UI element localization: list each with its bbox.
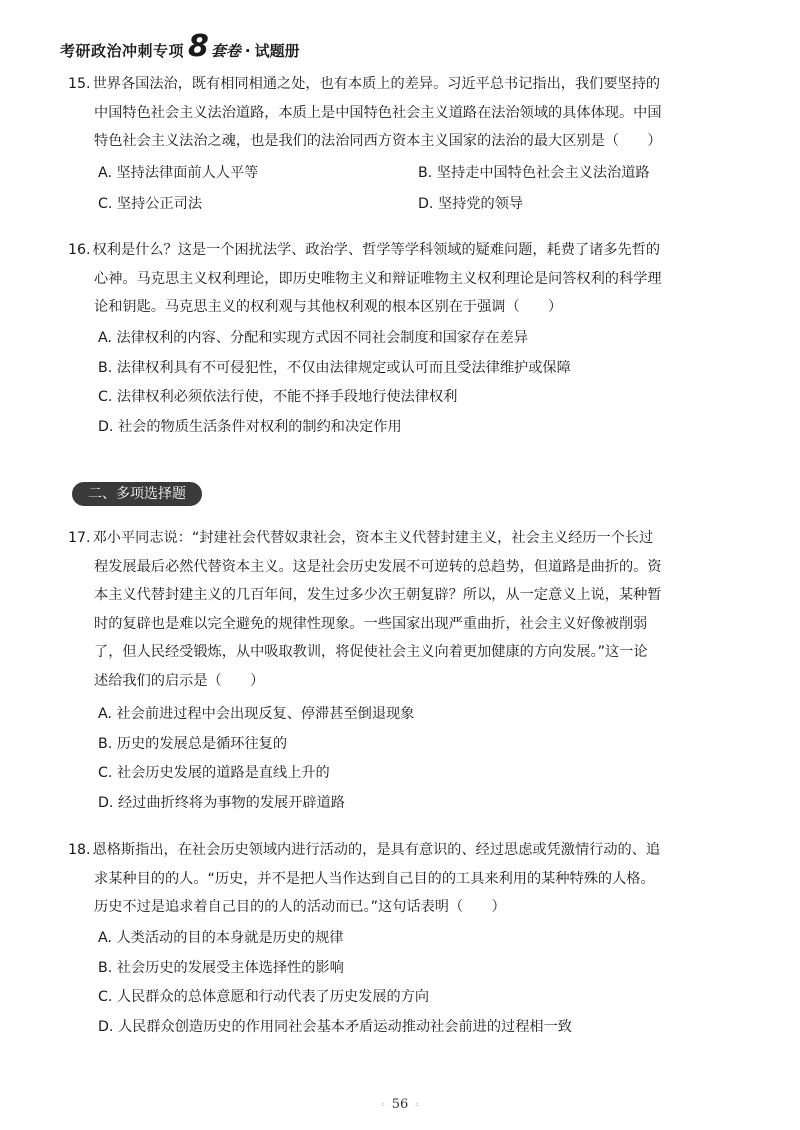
question-line: 求某种目的的人。“历史，并不是把人当作达到自己目的的工具来利用的某种特殊的人格。 [94, 870, 655, 887]
header-set-count: 8 [188, 29, 209, 64]
question-line: 权利是什么？这是一个困扰法学、政治学、哲学等学科领域的疑难问题，耗费了诸多先哲的 [92, 242, 661, 258]
question-15-options [98, 158, 738, 220]
question-16-stem [68, 236, 738, 322]
header-separator: · [244, 42, 251, 60]
header-series-title: 考研政治冲刺专项 [60, 42, 185, 60]
question-18-stem [68, 836, 738, 922]
question-number: 15. [68, 76, 91, 92]
question-line: 中国特色社会主义法治道路，本质上是中国特色社会主义道路在法治领域的具体体现。中国 [94, 104, 662, 121]
question-line: 邓小平同志说：“封建社会代替奴隶社会，资本主义代替封建主义，社会主义经历一个长过 [92, 530, 654, 546]
question-line: 论和钥匙。马克思主义的权利观与其他权利观的根本区别在于强调（ ） [94, 299, 563, 315]
option-c[interactable]: C. 社会历史发展的道路是直线上升的 [98, 765, 330, 781]
question-line: 特色社会主义法治之魂，也是我们的法治同西方资本主义国家的法治的最大区别是（ ） [94, 133, 662, 149]
option-b[interactable]: B. 法律权利具有不可侵犯性，不仅由法律规定或认可而且受法律维护或保障 [98, 359, 571, 376]
section-heading-multiple-choice: 二、多项选择题 [72, 482, 202, 506]
question-number: 18. [68, 842, 91, 858]
question-17-stem [68, 524, 738, 695]
option-a[interactable]: A. 法律权利的内容、分配和实现方式因不同社会制度和国家存在差异 [98, 330, 528, 346]
question-15-stem [68, 70, 738, 156]
option-b[interactable]: B. 坚持走中国特色社会主义法治道路 [418, 165, 650, 181]
option-d[interactable]: D. 人民群众创造历史的作用同社会基本矛盾运动推动社会前进的过程相一致 [98, 1018, 572, 1035]
option-a[interactable]: A. 人类活动的目的本身就是历史的规律 [98, 930, 344, 946]
question-line: 历史不过是追求着自己目的的人的活动而已。”这句话表明（ ） [94, 899, 506, 915]
page-header [60, 29, 300, 64]
question-line: 程发展最后必然代替资本主义。这是社会历史发展不可逆转的总趋势，但道路是曲折的。资 [94, 558, 662, 575]
option-a[interactable]: A. 坚持法律面前人人平等 [98, 165, 259, 181]
question-line: 了，但人民经受锻炼，从中吸取教训，将促使社会主义向着更加健康的方向发展。”这一论 [94, 644, 648, 660]
question-line: 本主义代替封建主义的几百年间，发生过多少次王朝复辟？所以，从一定意义上说，某种暂 [94, 587, 662, 603]
header-book-type: 试题册 [254, 42, 300, 60]
question-number: 17. [68, 530, 91, 546]
option-c[interactable]: C. 人民群众的总体意愿和行动代表了历史发展的方向 [98, 989, 430, 1005]
question-18-options [98, 924, 738, 1042]
question-line: 世界各国法治，既有相同相通之处，也有本质上的差异。习近平总书记指出，我们要坚持的 [92, 76, 661, 92]
page-number-value: 56 [391, 1097, 409, 1112]
question-number: 16. [68, 242, 91, 258]
option-c[interactable]: C. 法律权利必须依法行使，不能不择手段地行使法律权利 [98, 389, 458, 405]
page-number [0, 1097, 800, 1112]
option-d[interactable]: D. 坚持党的领导 [418, 196, 524, 212]
page-number-ornament-left: ◦ [379, 1100, 386, 1111]
option-a[interactable]: A. 社会前进过程中会出现反复、停滞甚至倒退现象 [98, 706, 415, 722]
question-line: 述给我们的启示是（ ） [94, 672, 265, 689]
option-c[interactable]: C. 坚持公正司法 [98, 196, 203, 212]
question-line: 心神。马克思主义权利理论，即历史唯物主义和辩证唯物主义权利理论是问答权利的科学理 [94, 270, 662, 287]
option-d[interactable]: D. 经过曲折终将为事物的发展开辟道路 [98, 794, 345, 811]
question-16-options [98, 324, 738, 442]
option-b[interactable]: B. 历史的发展总是循环往复的 [98, 735, 288, 752]
question-line: 恩格斯指出，在社会历史领域内进行活动的，是具有意识的、经过思虑或凭激情行动的、追 [92, 842, 661, 858]
option-b[interactable]: B. 社会历史的发展受主体选择性的影响 [98, 959, 344, 976]
option-d[interactable]: D. 社会的物质生活条件对权利的制约和决定作用 [98, 418, 402, 435]
question-17-options [98, 700, 738, 818]
page-number-ornament-right: ◦ [414, 1100, 421, 1111]
question-line: 时的复辟也是难以完全避免的规律性现象。一些国家出现严重曲折，社会主义好像被削弱 [94, 615, 648, 632]
header-set-label: 套卷 [210, 42, 241, 60]
